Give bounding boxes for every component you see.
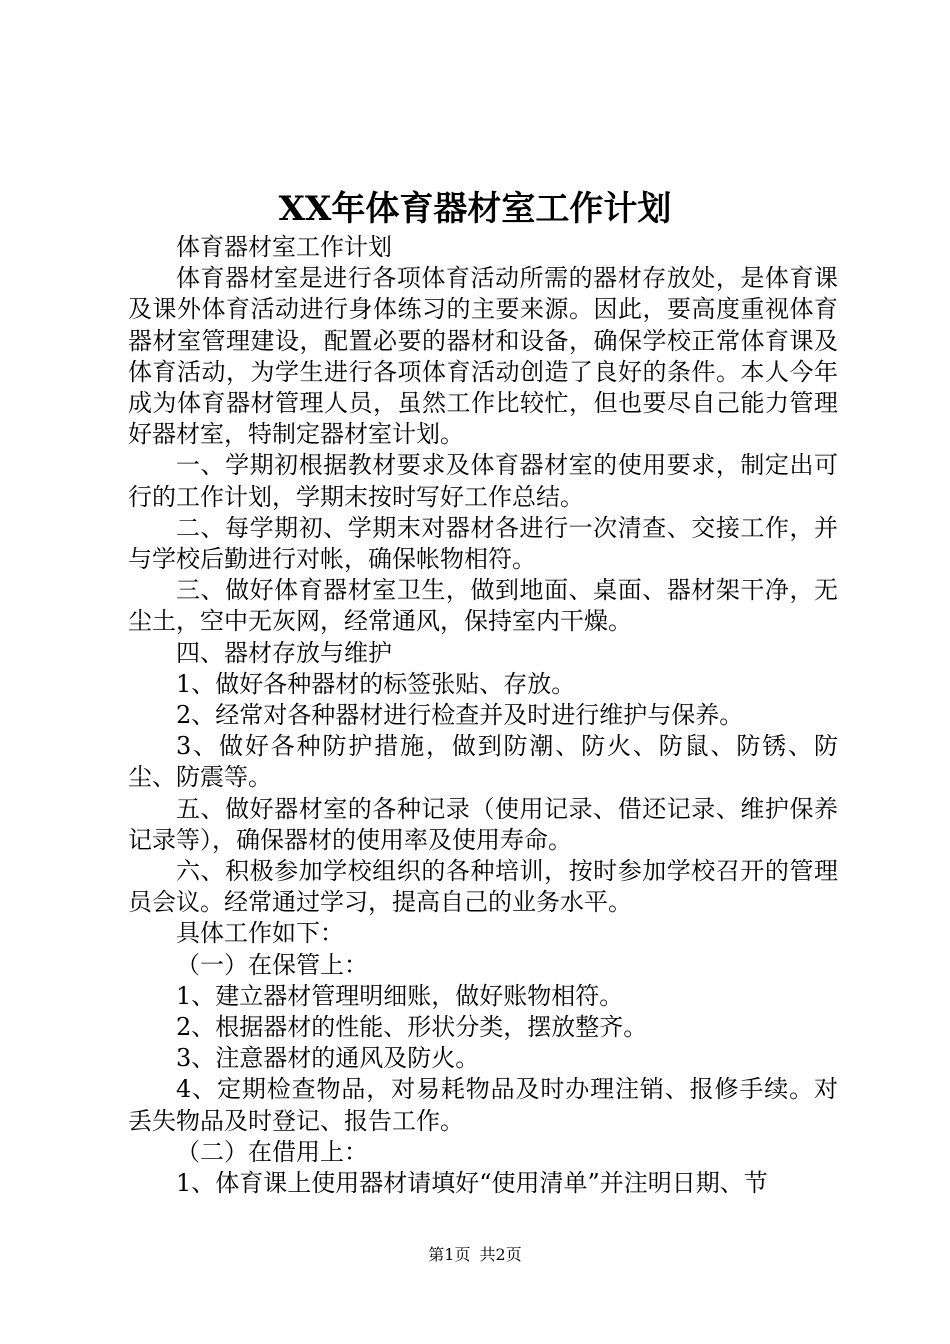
paragraph: 三、做好体育器材室卫生，做到地面、桌面、器材架干净，无尘土，空中无灰网，经常通风，保持室内干燥。 (128, 576, 838, 636)
page-total: 共2页 (479, 1245, 522, 1264)
paragraph: 4、定期检查物品，对易耗物品及时办理注销、报修手续。对丢失物品及时登记、报告工作。 (128, 1075, 838, 1135)
paragraph: 五、做好器材室的各种记录（使用记录、借还记录、维护保养记录等），确保器材的使用率及使用寿命。 (128, 794, 838, 854)
paragraph: 体育器材室工作计划 (176, 233, 392, 261)
paragraph: （二）在借用上： (176, 1137, 368, 1166)
paragraph: 2、经常对各种器材进行检查并及时进行维护与保养。 (176, 701, 744, 730)
paragraph: 一、学期初根据教材要求及体育器材室的使用要求，制定出可行的工作计划，学期末按时写好工作总结。 (128, 451, 838, 511)
page-number: 第1页 (428, 1245, 471, 1264)
paragraph: 体育器材室是进行各项体育活动所需的器材存放处，是体育课及课外体育活动进行身体练习的主要来源。因此，要高度重视体育器材室管理建设，配置必要的器材和设备，确保学校正常体育课及体育活动，为学生进行各项体育活动创造了良好的条件。本人今年成为体育器材管理人员，虽然工作比较忙，但也要尽自己能力管理好器材室，特制定器材室计划。 (128, 264, 838, 449)
page-footer (0, 1244, 950, 1266)
paragraph: 2、根据器材的性能、形状分类，摆放整齐。 (176, 1013, 648, 1042)
paragraph: 具体工作如下： (176, 919, 344, 948)
paragraph: 六、积极参加学校组织的各种培训，按时参加学校召开的管理员会议。经常通过学习，提高自己的业务水平。 (128, 857, 838, 917)
paragraph: 1、体育课上使用器材请填好“使用清单”并注明日期、节 (176, 1169, 768, 1198)
paragraph: 1、做好各种器材的标签张贴、存放。 (176, 669, 576, 698)
paragraph: 3、注意器材的通风及防火。 (176, 1044, 480, 1073)
paragraph: 3、做好各种防护措施，做到防潮、防火、防鼠、防锈、防尘、防震等。 (128, 732, 838, 792)
paragraph: 四、器材存放与维护 (176, 638, 392, 667)
document-body (128, 232, 838, 1199)
paragraph: 二、每学期初、学期末对器材各进行一次清查、交接工作，并与学校后勤进行对帐，确保帐物相符。 (128, 513, 838, 574)
paragraph: 1、建立器材管理明细账，做好账物相符。 (176, 981, 624, 1010)
document-title: XX年体育器材室工作计划 (278, 189, 672, 229)
paragraph: （一）在保管上： (176, 950, 368, 979)
